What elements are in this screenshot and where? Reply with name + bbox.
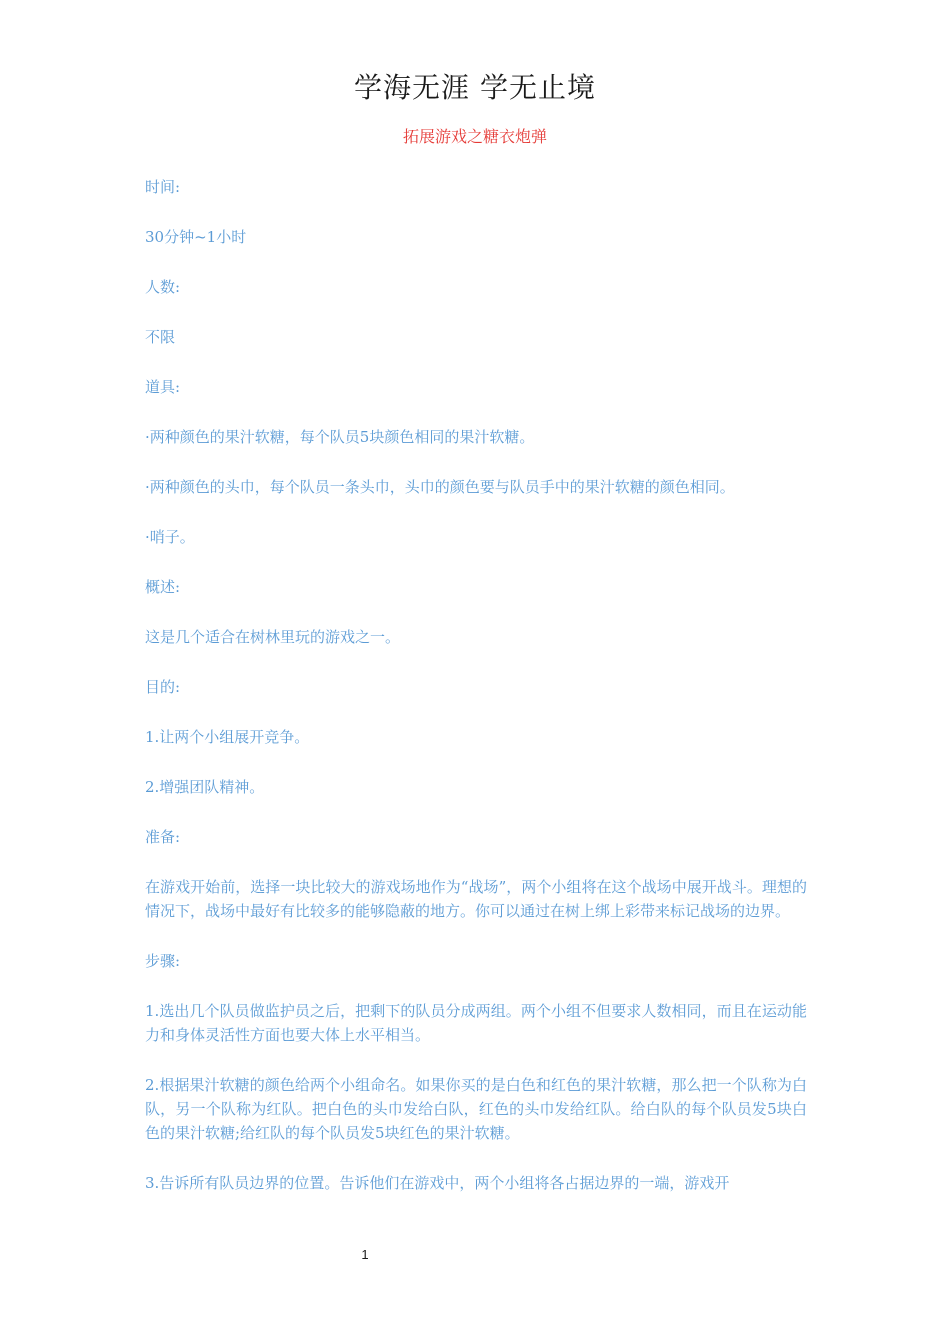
paragraph-overview-text: 这是几个适合在树林里玩的游戏之一。 <box>145 628 401 646</box>
paragraph-props-item-2: ·两种颜色的头巾，每个队员一条头巾，头巾的颜色要与队员手中的果汁软糖的颜色相同。 <box>145 478 735 496</box>
paragraph-time-value: 30分钟~1小时 <box>145 228 247 246</box>
paragraph-people-value: 不限 <box>145 328 176 346</box>
paragraph-props-item-1: ·两种颜色的果汁软糖，每个队员5块颜色相同的果汁软糖。 <box>145 428 535 446</box>
paragraph-props-label: 道具: <box>145 378 181 396</box>
paragraph-prep-label: 准备: <box>145 828 181 846</box>
paragraph-props-item-3: ·哨子。 <box>145 528 195 546</box>
paragraph-step-2: 2.根据果汁软糖的颜色给两个小组命名。如果你买的是白色和红色的果汁软糖，那么把一个队称为白队，另一个队称为红队。把白色的头巾发给白队，红色的头巾发给红队。给白队的每个队员发5块白色的果汁软糖;给红队的每个队员发5块红色的果汁软糖。 <box>145 1076 807 1142</box>
paragraph-overview-label: 概述: <box>145 578 181 596</box>
paragraph-people-label: 人数: <box>145 278 181 296</box>
page-number: 1 <box>361 1247 369 1262</box>
paragraph-purpose-1: 1.让两个小组展开竞争。 <box>145 728 310 746</box>
document-body <box>145 175 807 1221</box>
paragraph-time-label: 时间: <box>145 178 181 196</box>
paragraph-purpose-2: 2.增强团队精神。 <box>145 778 265 796</box>
paragraph-step-3: 3.告诉所有队员边界的位置。告诉他们在游戏中，两个小组将各占据边界的一端，游戏开 <box>145 1174 730 1192</box>
document-title: 拓展游戏之糖衣炮弹 <box>402 127 547 146</box>
page-header-title: 学海无涯 学无止境 <box>354 71 596 104</box>
paragraph-prep-text: 在游戏开始前，选择一块比较大的游戏场地作为“战场”，两个小组将在这个战场中展开战斗。理想的情况下，战场中最好有比较多的能够隐蔽的地方。你可以通过在树上绑上彩带来标记战场的边界。 <box>145 878 807 920</box>
paragraph-step-1: 1.选出几个队员做监护员之后，把剩下的队员分成两组。两个小组不但要求人数相同，而且在运动能力和身体灵活性方面也要大体上水平相当。 <box>145 1002 807 1044</box>
paragraph-steps-label: 步骤: <box>145 952 181 970</box>
paragraph-purpose-label: 目的: <box>145 678 181 696</box>
